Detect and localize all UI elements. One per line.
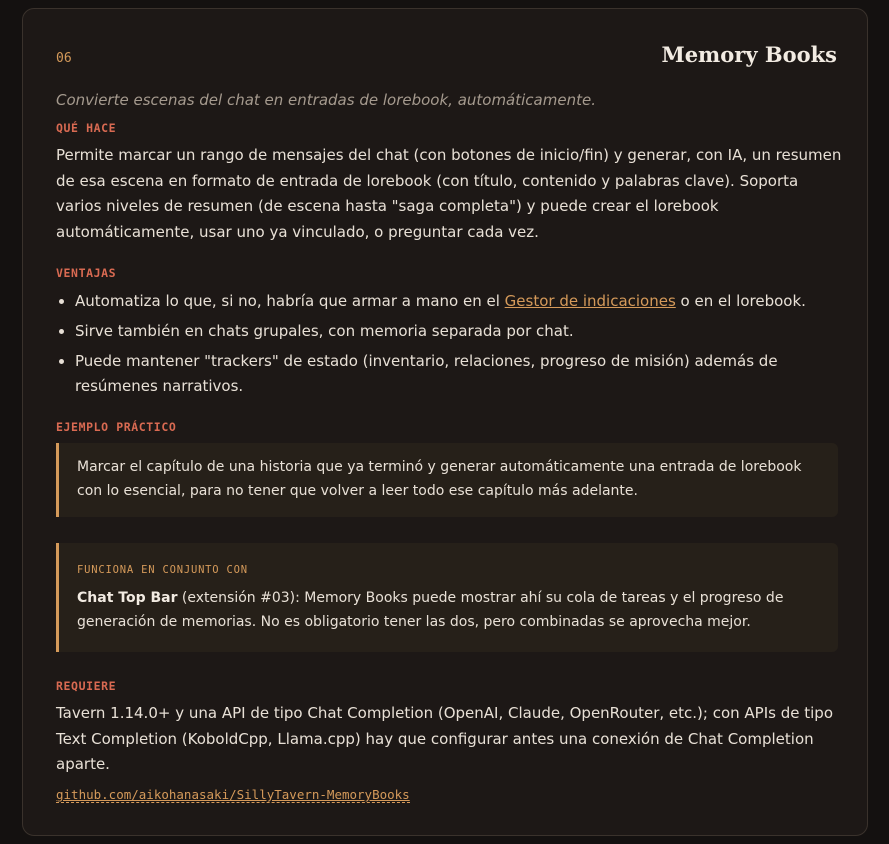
requires-text: Tavern 1.14.0+ y una API de tipo Chat Completion (OpenAI, Claude, OpenRouter, etc.); con APIs de tipo Text Completion (KoboldCpp, Llama.cpp) hay que configurar antes una conexión de Chat Completion aparte. <box>56 704 834 773</box>
list-item <box>75 289 865 314</box>
extension-card <box>22 8 868 836</box>
example-text: Marcar el capítulo de una historia que ya terminó y generar automáticamente una entrada de lorebook con lo esencial, para no tener que volver a leer todo ese capítulo más adelante. <box>77 459 802 499</box>
works-with-callout <box>56 543 838 652</box>
example-callout <box>56 443 838 517</box>
list-item: • Sirve también en chats grupales, con memoria separada por chat. <box>75 319 865 344</box>
works-with-label: FUNCIONA EN CONJUNTO CON <box>77 564 248 576</box>
section-label-requires: REQUIERE <box>56 679 117 693</box>
repository-link[interactable]: github.com/aikohanasaki/SillyTavern-MemoryBooks <box>56 787 410 802</box>
list-item-text: Automatiza lo que, si no, habría que armar a mano en el <box>75 292 505 310</box>
prompt-manager-link[interactable]: Gestor de indicaciones <box>504 292 676 310</box>
extension-subtitle: Convierte escenas del chat en entradas de lorebook, automáticamente. <box>56 91 596 109</box>
section-label-what-it-does: QUÉ HACE <box>56 121 117 135</box>
list-item-text: o en el lorebook. <box>675 292 806 310</box>
section-label-example: EJEMPLO PRÁCTICO <box>56 420 177 434</box>
extension-title: Memory Books <box>661 42 837 67</box>
works-with-extension-name: Chat Top Bar <box>77 590 178 606</box>
works-with-text: (extensión #03): Memory Books puede mostrar ahí su cola de tareas y el progreso de generación de memorias. No es obligatorio tener las dos, pero combinadas se aprovecha mejor. <box>77 590 784 630</box>
what-it-does-text: Permite marcar un rango de mensajes del chat (con botones de inicio/fin) y generar, con IA, un resumen de esa escena en formato de entrada de lorebook (con título, contenido y palabras clave). Soporta varios niveles de resumen (de escena hasta "saga completa") y puede crear el lorebook automáticamente, usar uno ya vinculado, o preguntar cada vez. <box>56 146 842 241</box>
extension-number: 06 <box>56 51 72 66</box>
list-item: • Puede mantener "trackers" de estado (inventario, relaciones, progreso de misión) además de resúmenes narrativos. <box>75 349 865 399</box>
advantages-list <box>56 289 865 404</box>
section-label-advantages: VENTAJAS <box>56 266 117 280</box>
